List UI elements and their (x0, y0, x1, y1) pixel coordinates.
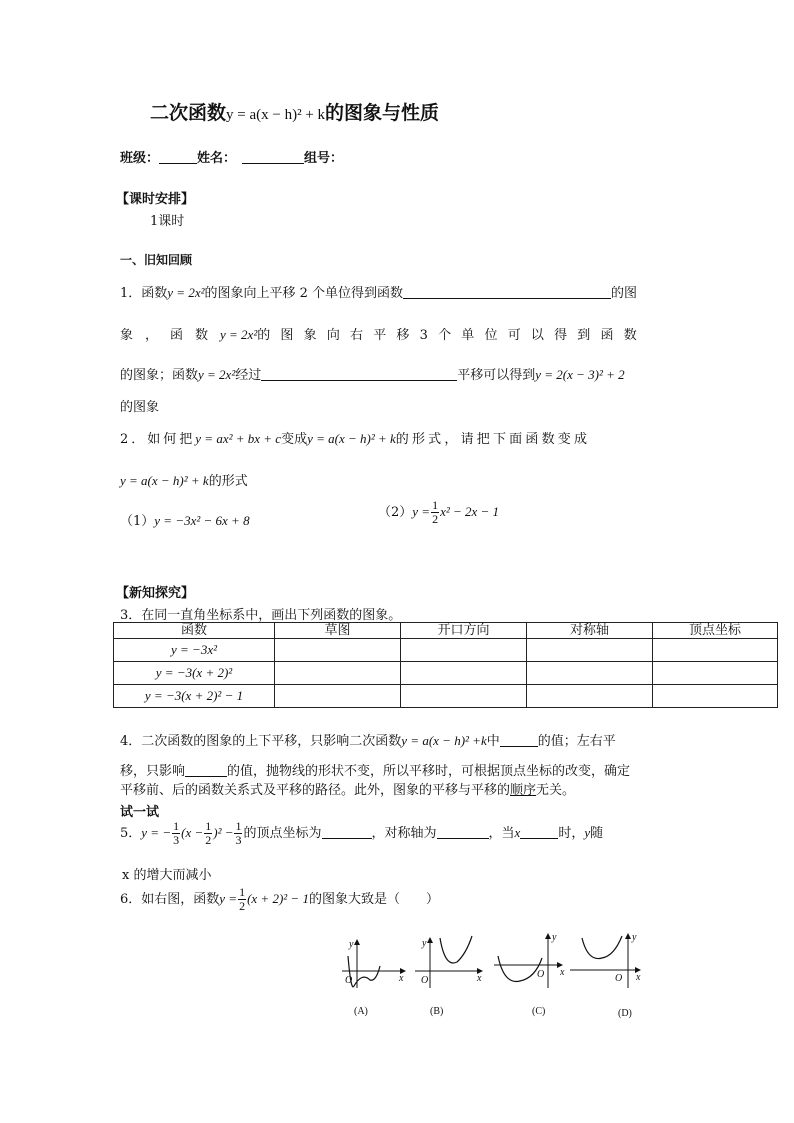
graph-option-b[interactable] (415, 936, 482, 1017)
q2-part2-post: x² − 2x − 1 (440, 504, 500, 519)
header-sketch: 草图 (275, 623, 401, 639)
q6-line (120, 886, 439, 913)
graph-option-a[interactable] (342, 939, 405, 1017)
q2-part1-formula: y = −3x² − 6x + 8 (154, 513, 250, 528)
q1-formula-3: y = 2x² (198, 367, 236, 382)
graph-option-d[interactable] (570, 932, 641, 1019)
q5-text-a: 5． (120, 826, 142, 841)
q4-text-c: 的值；左右平 (537, 734, 616, 749)
q1-text-b: 的图象向上平移 2 个单位得到函数 (204, 286, 404, 301)
group-label: 组号： (304, 151, 344, 166)
frac-num: 1 (173, 819, 180, 833)
q5-text-d: ，当 (488, 826, 515, 841)
option-label: (D) (618, 1008, 632, 1019)
q2-part2-pre: y = (412, 504, 431, 519)
q5-line1 (120, 820, 603, 847)
q6-formula-post: (x + 2)² − 1 (247, 891, 309, 906)
q2-line2 (120, 470, 248, 489)
cell-vertex[interactable] (653, 639, 778, 662)
q5-blank-3[interactable] (520, 826, 558, 839)
title-formula: y = a(x − h)² + k (226, 107, 326, 123)
cell-sketch[interactable] (275, 662, 401, 685)
q4-text-a: 4．二次函数的图象的上下平移，只影响二次函数 (120, 734, 402, 749)
q4-blank-1[interactable] (500, 734, 538, 747)
frac-num: 1 (235, 819, 242, 833)
q1-line3-c: 平移可以得到 (457, 368, 536, 383)
q1-blank-1[interactable] (403, 286, 611, 299)
parabola-c (498, 956, 545, 981)
q1-formula-1: y = 2x² (167, 285, 205, 300)
origin-label: O (537, 969, 545, 980)
q5-blank-1[interactable] (322, 826, 372, 839)
cell-sketch[interactable] (275, 639, 401, 662)
cell-vertex[interactable] (653, 685, 778, 708)
q2-text-b: 变成 (281, 432, 308, 447)
cell-opening[interactable] (401, 639, 527, 662)
q1-line2-a: 象，函数 (120, 328, 221, 343)
q4-line2 (120, 760, 630, 779)
option-label: (B) (430, 1006, 444, 1017)
table-row (114, 662, 778, 685)
class-field[interactable] (159, 151, 197, 164)
q4-text-b: 中 (486, 734, 500, 749)
cell-sketch[interactable] (275, 685, 401, 708)
frac-den: 3 (173, 833, 180, 847)
frac-den: 2 (239, 899, 246, 913)
cell-axis[interactable] (527, 662, 653, 685)
row-function: y = −3(x + 2)² − 1 (114, 685, 275, 708)
q5-frac-2 (204, 820, 212, 847)
q5-text-c: ，对称轴为 (371, 826, 437, 841)
cell-opening[interactable] (401, 662, 527, 685)
graph-option-c[interactable] (494, 932, 565, 1017)
q5-x: x (514, 825, 521, 840)
frac-den: 2 (432, 512, 439, 526)
axis-y-label: y (422, 938, 427, 949)
q2-text-a: 2．如何把 (120, 432, 196, 447)
axis-x-label: x (560, 967, 565, 978)
q2-line1 (120, 428, 590, 447)
q4-line3-b: 顺序 (510, 783, 537, 798)
axis-x-label: x (477, 973, 482, 984)
q1-line1 (120, 282, 637, 301)
q2-part1-label: （1） (120, 514, 155, 529)
q2-formula-1: y = ax² + bx + c (195, 431, 282, 446)
table-row (114, 639, 778, 662)
q5-formula-pre: y = − (141, 825, 172, 840)
section2-heading: 【新知探究】 (116, 586, 195, 601)
q4-line2-b: 的值，抛物线的形状不变，所以平移时，可根据顶点坐标的改变，确定 (227, 764, 631, 779)
q5-blank-2[interactable] (437, 826, 489, 839)
q4-line1 (120, 730, 616, 749)
section1-heading: 一、旧知回顾 (120, 253, 193, 267)
q5-frac-3 (234, 820, 242, 847)
q1-line3 (120, 364, 625, 383)
q5-text-f: 随 (590, 826, 604, 841)
q1-line3-a: 的图象；函数 (120, 368, 199, 383)
header-vertex: 顶点坐标 (653, 623, 778, 639)
origin-label: O (421, 975, 429, 986)
option-label: (C) (532, 1006, 546, 1017)
q6-text-a: 6．如右图，函数 (120, 892, 220, 907)
q6-frac (238, 886, 246, 913)
q1-text-a: 1．函数 (120, 286, 168, 301)
frac-num: 1 (205, 819, 212, 833)
function-table (113, 622, 778, 708)
q4-line3 (120, 779, 575, 798)
class-label: 班级： (120, 151, 160, 166)
q4-line2-a: 移，只影响 (120, 764, 186, 779)
cell-opening[interactable] (401, 685, 527, 708)
q2-part1 (120, 510, 250, 529)
cell-vertex[interactable] (653, 662, 778, 685)
row-function: y = −3(x + 2)² (114, 662, 275, 685)
table-header-row (114, 623, 778, 639)
header-function: 函数 (114, 623, 275, 639)
q1-blank-2[interactable] (261, 368, 457, 381)
q1-line3-b: 经过 (235, 368, 262, 383)
q2-text-c: 的形式，请把下面函数变成 (395, 432, 591, 447)
name-field[interactable] (242, 151, 304, 164)
title-suffix: 的图象与性质 (325, 102, 440, 124)
q1-line2 (120, 324, 647, 343)
q2-formula-2: y = a(x − h)² + k (307, 431, 396, 446)
frac-num: 1 (432, 498, 439, 512)
row-function: y = −3x² (114, 639, 275, 662)
q2-part2-label: （2） (378, 505, 413, 520)
option-label: (A) (354, 1006, 368, 1017)
q1-formula-2: y = 2x² (220, 327, 258, 342)
origin-label: O (615, 973, 623, 984)
frac-den: 3 (235, 833, 242, 847)
schedule-value: 1课时 (150, 214, 185, 229)
origin-label: O (345, 975, 353, 986)
frac-den: 2 (205, 833, 212, 847)
q2-text-d: 的形式 (208, 474, 248, 489)
q1-text-c: 的图 (611, 286, 638, 301)
q4-formula: y = a(x − h)² +k (401, 733, 487, 748)
q6-text-b: 的图象大致是（ ） (308, 892, 439, 907)
axis-y-label: y (552, 932, 557, 943)
axis-x-label: x (399, 973, 404, 984)
parabola-b (440, 936, 472, 963)
q1-formula-4: y = 2(x − 3)² + 2 (535, 367, 625, 382)
answer-graphs (330, 928, 660, 1023)
q2-formula-3: y = a(x − h)² + k (120, 473, 209, 488)
name-label: 姓名： (197, 151, 237, 166)
page-title (150, 98, 439, 125)
q1-line2-b: 的图象向右平移3个单位可以得到函数 (257, 328, 647, 343)
q1-line4: 的图象 (120, 400, 160, 415)
cell-axis[interactable] (527, 639, 653, 662)
q3-text: 3．在同一直角坐标系中，画出下列函数的图象。 (120, 608, 402, 623)
parabola-d (582, 936, 622, 959)
q4-line3-a: 平移前、后的函数关系式及平移的路径。此外，图象的平移与平移的 (120, 783, 511, 798)
student-info (120, 147, 343, 166)
table-row (114, 685, 778, 708)
q5-line2: x 的增大而减小 (122, 868, 212, 883)
axis-y-label: y (632, 932, 637, 943)
q2-part2-fraction (431, 499, 439, 526)
q5-formula-mid2: )² − (213, 825, 234, 840)
schedule-heading: 【课时安排】 (116, 192, 195, 207)
title-prefix: 二次函数 (150, 102, 227, 124)
axis-x-label: x (636, 972, 641, 983)
header-axis: 对称轴 (527, 623, 653, 639)
q5-formula-mid: (x − (181, 825, 204, 840)
cell-axis[interactable] (527, 685, 653, 708)
frac-num: 1 (239, 885, 246, 899)
q5-frac-1 (172, 820, 180, 847)
axis-y-label: y (349, 939, 354, 950)
header-opening: 开口方向 (401, 623, 527, 639)
q2-part2 (378, 499, 499, 526)
q5-y: y (584, 825, 591, 840)
q4-line3-c: 无关。 (536, 783, 576, 798)
q4-blank-2[interactable] (185, 764, 227, 777)
q5-text-b: 的顶点坐标为 (243, 826, 322, 841)
q6-formula-pre: y = (219, 891, 238, 906)
try-it-heading: 试一试 (120, 805, 160, 820)
q5-text-e: 时， (558, 826, 585, 841)
